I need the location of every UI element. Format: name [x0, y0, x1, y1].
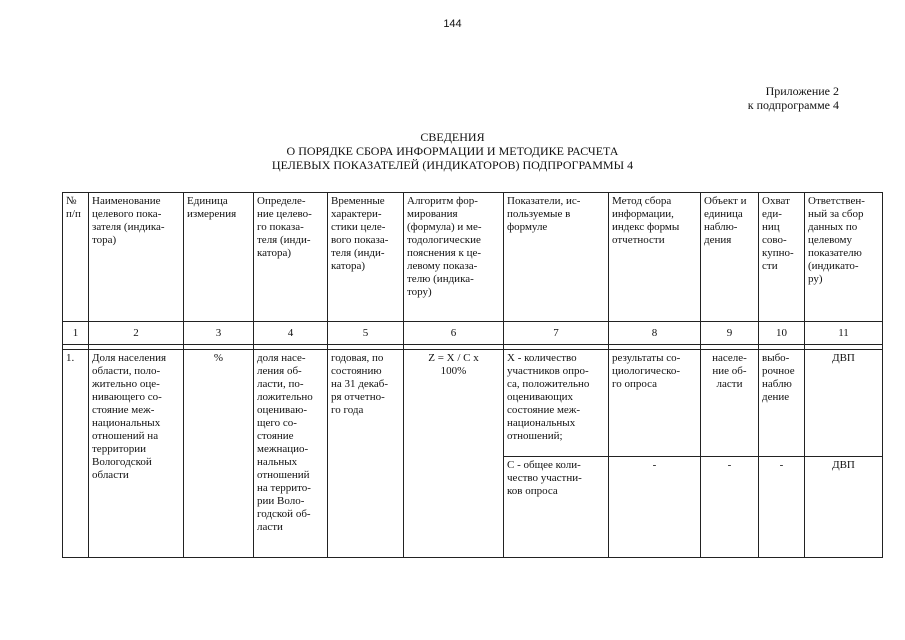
- header-cell: Охват еди- ниц сово- купно- сти: [759, 193, 805, 322]
- page-number: 144: [443, 18, 462, 30]
- header-cell: Наименование целевого пока- зателя (индика- тора): [89, 193, 184, 322]
- indicators-table: [62, 192, 883, 558]
- column-number-row: [63, 322, 883, 345]
- header-cell: Единица измерения: [184, 193, 254, 322]
- appendix-line-2: к подпрограмме 4: [747, 98, 839, 112]
- calculation-formula: Z = X / C x 100%: [404, 350, 504, 558]
- observation-object: -: [701, 457, 759, 558]
- document-title: [0, 130, 905, 172]
- column-number: 11: [805, 322, 883, 345]
- table-row: [63, 350, 883, 457]
- responsible-party: ДВП: [805, 350, 883, 457]
- column-number: 8: [609, 322, 701, 345]
- column-number: 3: [184, 322, 254, 345]
- column-number: 5: [328, 322, 404, 345]
- title-line-2: О ПОРЯДКЕ СБОРА ИНФОРМАЦИИ И МЕТОДИКЕ РАСЧЕТА: [286, 144, 619, 158]
- table-header-row: [63, 193, 883, 322]
- population-coverage: выбо- рочное наблю дение: [759, 350, 805, 457]
- header-cell: Ответствен- ный за сбор данных по целевому показателю (индикато- ру): [805, 193, 883, 322]
- column-number: 6: [404, 322, 504, 345]
- row-number: 1.: [63, 350, 89, 558]
- column-number: 4: [254, 322, 328, 345]
- indicator-definition: доля насе- ления об- ласти, по- ложительно оценивaю- щего со- стояние межнацио- нальных отношений на террито- рии Воло- годской об- ласти: [254, 350, 328, 558]
- appendix-note: [748, 84, 839, 112]
- population-coverage: -: [759, 457, 805, 558]
- header-cell: Показатели, ис- пользуемые в формуле: [504, 193, 609, 322]
- header-cell: Временные характери- стики целе- вого показа- теля (инди- катора): [328, 193, 404, 322]
- header-cell: № п/п: [63, 193, 89, 322]
- column-number: 7: [504, 322, 609, 345]
- collection-method: результаты со- циологическо- го опроса: [609, 350, 701, 457]
- title-line-3: ЦЕЛЕВЫХ ПОКАЗАТЕЛЕЙ (ИНДИКАТОРОВ) ПОДПРОГРАММЫ 4: [271, 158, 634, 172]
- appendix-line-1: Приложение 2: [765, 84, 839, 98]
- unit-of-measure: %: [184, 350, 254, 558]
- time-characteristics: годовая, по состоянию на 31 декаб- ря отчетно- го года: [328, 350, 404, 558]
- header-cell: Объект и единица наблю- дения: [701, 193, 759, 322]
- indicator-name: Доля населения области, поло- жительно оце- нивающего со- стояние меж- национальных отношений на территории Вологодской области: [89, 350, 184, 558]
- column-number: 10: [759, 322, 805, 345]
- responsible-party: ДВП: [805, 457, 883, 558]
- column-number: 9: [701, 322, 759, 345]
- column-number: 1: [63, 322, 89, 345]
- column-number: 2: [89, 322, 184, 345]
- title-line-1: СВЕДЕНИЯ: [420, 130, 485, 144]
- collection-method: -: [609, 457, 701, 558]
- header-cell: Метод сбора информации, индекс формы отчетности: [609, 193, 701, 322]
- header-cell: Алгоритм фор- мирования (формула) и ме- тодологические пояснения к це- левому показа- телю (индика- тору): [404, 193, 504, 322]
- header-cell: Определе- ние целево- го показа- теля (инди- катора): [254, 193, 328, 322]
- formula-indicator: С - общее коли- чество участни- ков опроса: [504, 457, 609, 558]
- formula-indicator: X - количество участников опро- са, положительно оценивающих состояние меж- национальных отношений;: [504, 350, 609, 457]
- observation-object: населе- ние об- ласти: [701, 350, 759, 457]
